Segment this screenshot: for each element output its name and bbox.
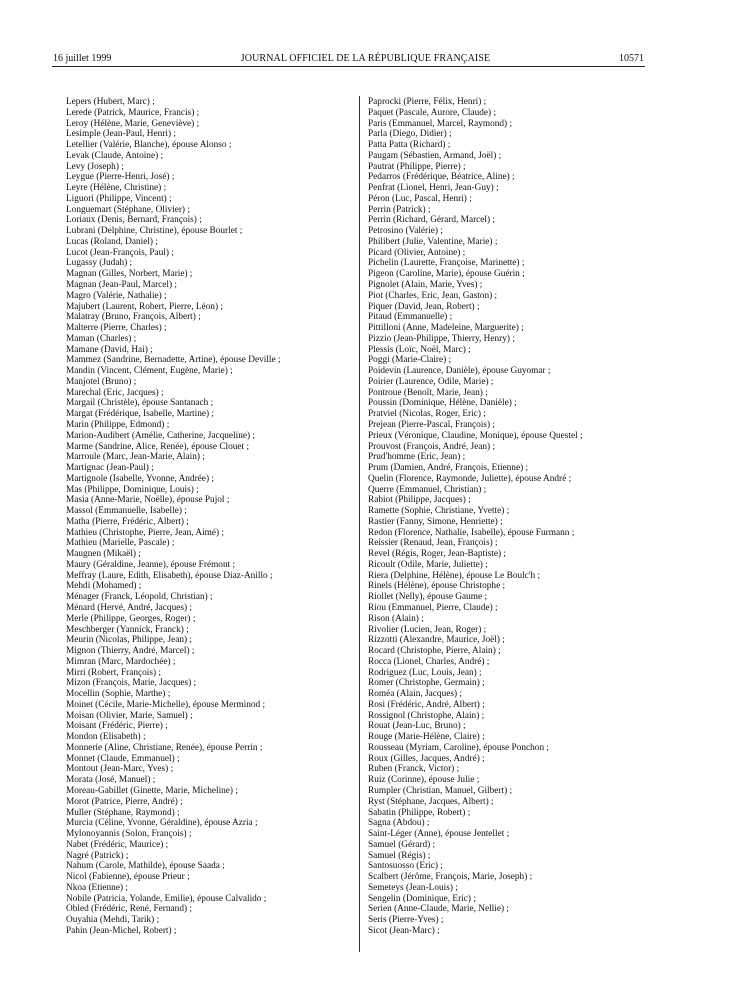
name-entry: Poirier (Laurence, Odile, Marie) ; <box>368 376 494 387</box>
name-entry: Massol (Emmanuelle, Isabelle) ; <box>66 506 187 517</box>
name-entry: Marion-Audibert (Amélie, Catherine, Jacqueline) ; <box>66 430 255 441</box>
name-entry: Lucot (Jean-François, Paul) ; <box>66 247 174 258</box>
name-entry: Roux (Gilles, Jacques, André) ; <box>368 753 485 764</box>
name-entry: Serien (Anne-Claude, Marie, Nellie) ; <box>368 904 509 915</box>
name-entry: Ménager (Franck, Léopold, Christian) ; <box>66 592 213 603</box>
name-entry: Prum (Damien, André, François, Etienne) ; <box>368 463 529 474</box>
name-entry: Maury (Géraldine, Jeanne), épouse Frémont ; <box>66 559 236 570</box>
name-entry: Reissier (Renaud, Jean, François) ; <box>368 538 498 549</box>
name-entry: Magnan (Gilles, Norbert, Marie) ; <box>66 269 193 280</box>
name-entry: Rison (Alain) ; <box>368 613 424 624</box>
name-entry: Piquer (David, Jean, Robert) ; <box>368 301 480 312</box>
name-entry: Ricoult (Odile, Marie, Juliette) ; <box>368 559 488 570</box>
name-entry: Prouvost (François, André, Jean) ; <box>368 441 496 452</box>
name-entry: Penfrat (Lionel, Henri, Jean-Guy) ; <box>368 183 499 194</box>
name-entry: Mylonoyannis (Solon, François) ; <box>66 829 192 840</box>
name-entry: Santosuosso (Eric) ; <box>368 861 443 872</box>
name-entry: Meschberger (Yannick, Franck) ; <box>66 624 189 635</box>
name-entry: Sagna (Abdou) ; <box>368 818 430 829</box>
name-entry: Leroy (Hélène, Marie, Geneviève) ; <box>66 118 200 129</box>
name-entry: Leyre (Hélène, Christine) ; <box>66 183 167 194</box>
name-entry: Ménard (Hervé, André, Jacques) ; <box>66 602 192 613</box>
name-entry: Saint-Léger (Anne), épouse Jentellet ; <box>368 829 510 840</box>
name-entry: Rivolier (Lucien, Jean, Roger) ; <box>368 624 487 635</box>
name-entry: Nkoa (Etienne) ; <box>66 882 128 893</box>
name-entry: Obled (Frédéric, René, Fernand) ; <box>66 904 192 915</box>
name-entry: Lubrani (Delphine, Christine), épouse Bourlet ; <box>66 226 243 237</box>
name-entry: Rizzotti (Alexandre, Maurice, Joël) ; <box>368 635 505 646</box>
name-entry: Riou (Emmanuel, Pierre, Claude) ; <box>368 602 498 613</box>
name-entry: Loriaux (Denis, Bernard, François) ; <box>66 215 202 226</box>
name-entry: Querre (Emmanuel, Christian) ; <box>368 484 487 495</box>
name-entry: Pedarros (Frédérique, Béatrice, Aline) ; <box>368 172 515 183</box>
name-entry: Perrin (Patrick) ; <box>368 204 431 215</box>
name-entry: Semeteys (Jean-Louis) ; <box>368 882 458 893</box>
name-entry: Lepers (Hubert, Marc) ; <box>66 97 155 107</box>
name-entry: Mondon (Elisabeth) ; <box>66 732 146 743</box>
name-entry: Petrosino (Valérie) ; <box>368 226 443 237</box>
name-entry: Marroule (Marc, Jean-Marie, Alain) ; <box>66 452 205 463</box>
name-entry: Patta Patta (Richard) ; <box>368 140 451 151</box>
name-entry: Mammez (Sandrine, Bernadette, Artine), épouse Deville ; <box>66 355 281 366</box>
name-entry: Sabatin (Philippe, Robert) ; <box>368 807 471 818</box>
name-entry: Nahum (Carole, Mathilde), épouse Saada ; <box>66 861 225 872</box>
name-entry: Mamane (David, Hai) ; <box>66 344 153 355</box>
name-entry: Samuel (Gérard) ; <box>368 839 436 850</box>
name-entry: Meffray (Laure, Edith, Elisabeth), épouse Diaz-Anillo ; <box>66 570 273 581</box>
name-entry: Roméa (Alain, Jacques) ; <box>368 689 462 700</box>
name-entry: Rodriguez (Luc, Louis, Jean) ; <box>368 667 482 678</box>
name-entry: Leygue (Pierre-Henri, José) ; <box>66 172 175 183</box>
name-entry: Mathieu (Marielle, Pascale) ; <box>66 538 175 549</box>
name-entry: Prud'homme (Eric, Jean) ; <box>368 452 466 463</box>
name-entry: Nicol (Fabienne), épouse Prieur ; <box>66 872 190 883</box>
name-entry: Ramette (Sophie, Christiane, Yvette) ; <box>368 506 510 517</box>
name-entry: Péron (Luc, Pascal, Henri) ; <box>368 193 472 204</box>
name-entry: Rinels (Hélène), épouse Christophe ; <box>368 581 506 592</box>
name-entry: Rocca (Lionel, Charles, André) ; <box>368 656 490 667</box>
column-divider <box>359 96 360 952</box>
name-entry: Moreau-Gabillet (Ginette, Marie, Micheline) ; <box>66 786 238 796</box>
name-entry: Sicot (Jean-Marc) ; <box>368 925 440 936</box>
names-column-right <box>368 97 648 937</box>
name-entry: Rumpler (Christian, Manuel, Gilbert) ; <box>368 786 513 796</box>
name-entry: Liguori (Philippe, Vincent) ; <box>66 193 172 204</box>
name-entry: Pautrat (Philippe, Pierre) ; <box>368 161 466 172</box>
issue-date: 16 juillet 1999 <box>53 53 112 64</box>
name-entry: Pitaud (Emmanuelle) ; <box>368 312 453 323</box>
name-entry: Paquet (Pascale, Aurore, Claude) ; <box>368 107 497 118</box>
name-entry: Moisan (Olivier, Marie, Samuel) ; <box>66 710 193 721</box>
name-entry: Levy (Joseph) ; <box>66 161 124 172</box>
name-entry: Rosi (Frédéric, André, Albert) ; <box>368 699 485 710</box>
names-column-left <box>66 97 356 937</box>
name-entry: Piot (Charles, Eric, Jean, Gaston) ; <box>368 290 498 301</box>
name-entry: Rocard (Christophe, Pierre, Alain) ; <box>368 646 501 657</box>
name-entry: Mocellin (Sophie, Marthe) ; <box>66 689 171 700</box>
name-entry: Poidevin (Laurence, Danièle), épouse Guyomar ; <box>368 366 551 377</box>
name-entry: Martignole (Isabelle, Yvonne, Andrée) ; <box>66 473 214 484</box>
name-entry: Rossignol (Christophe, Alain) ; <box>368 710 485 721</box>
name-entry: Pratviel (Nicolas, Roger, Eric) ; <box>368 409 486 420</box>
name-entry: Scalbert (Jérôme, François, Marie, Joseph) ; <box>368 872 533 883</box>
name-entry: Redon (Florence, Nathalie, Isabelle), épouse Furmann ; <box>368 527 575 538</box>
name-entry: Rousseau (Myriam, Caroline), épouse Ponchon ; <box>368 742 549 753</box>
name-entry: Riollet (Nelly), épouse Gaume ; <box>368 592 488 603</box>
name-entry: Marechal (Eric, Jacques) ; <box>66 387 164 398</box>
name-entry: Mathieu (Christophe, Pierre, Jean, Aimé) ; <box>66 527 225 538</box>
name-entry: Longuemart (Stéphane, Olivier) ; <box>66 204 190 215</box>
name-entry: Magnan (Jean-Paul, Marcel) ; <box>66 280 178 291</box>
name-entry: Mimran (Marc, Mardochée) ; <box>66 656 176 667</box>
name-entry: Lesimple (Jean-Paul, Henri) ; <box>66 129 176 140</box>
name-entry: Morata (José, Manuel) ; <box>66 775 156 786</box>
name-entry: Pigeon (Caroline, Marie), épouse Guérin ; <box>368 269 525 280</box>
name-entry: Lerede (Patrick, Maurice, Francis) ; <box>66 107 200 118</box>
name-entry: Pichelin (Laurette, Françoise, Marinette) ; <box>368 258 525 269</box>
name-entry: Paprocki (Pierre, Félix, Henri) ; <box>368 97 487 107</box>
name-entry: Rouat (Jean-Luc, Bruno) ; <box>368 721 466 732</box>
name-entry: Masia (Anne-Marie, Noëlle), épouse Pujol ; <box>66 495 230 506</box>
name-entry: Paugam (Sébastien, Armand, Joël) ; <box>368 150 502 161</box>
name-entry: Plessis (Loïc, Noël, Marc) ; <box>368 344 471 355</box>
name-entry: Morot (Patrice, Pierre, André) ; <box>66 796 183 807</box>
name-entry: Montout (Jean-Marc, Yves) ; <box>66 764 174 775</box>
name-entry: Maugnen (Mikaël) ; <box>66 549 141 560</box>
name-entry: Letellier (Valérie, Blanche), épouse Alonso ; <box>66 140 232 151</box>
name-entry: Pahin (Jean-Michel, Robert) ; <box>66 925 177 936</box>
name-entry: Moisant (Frédéric, Pierre) ; <box>66 721 168 732</box>
name-entry: Romer (Christophe, Germain) ; <box>368 678 485 689</box>
name-entry: Levak (Claude, Antoine) ; <box>66 150 164 161</box>
name-entry: Malatray (Bruno, François, Albert) ; <box>66 312 201 323</box>
name-entry: Rabiot (Philippe, Jacques) ; <box>368 495 471 506</box>
name-entry: Philibert (Julie, Valentine, Marie) ; <box>368 236 498 247</box>
name-entry: Muller (Stéphane, Raymond) ; <box>66 807 180 818</box>
name-entry: Mas (Philippe, Dominique, Louis) ; <box>66 484 199 495</box>
name-entry: Mandin (Vincent, Clément, Eugène, Marie) ; <box>66 366 233 377</box>
name-entry: Margail (Christèle), épouse Santanach ; <box>66 398 214 409</box>
name-entry: Mehdi (Mohamed) ; <box>66 581 142 592</box>
name-entry: Nabet (Frédéric, Maurice) ; <box>66 839 169 850</box>
page-number: 10571 <box>619 53 644 64</box>
name-entry: Ruiz (Corinne), épouse Julie ; <box>368 775 480 786</box>
name-entry: Monnet (Claude, Emmanuel) ; <box>66 753 180 764</box>
name-entry: Pizzio (Jean-Philippe, Thierry, Henry) ; <box>368 333 515 344</box>
name-entry: Merle (Philippe, Georges, Roger) ; <box>66 613 196 624</box>
journal-title: JOURNAL OFFICIEL DE LA RÉPUBLIQUE FRANÇAISE <box>240 53 491 64</box>
name-entry: Majubert (Laurent, Robert, Pierre, Léon) ; <box>66 301 223 312</box>
name-entry: Maman (Charles) ; <box>66 333 137 344</box>
name-entry: Poggi (Marie-Claire) ; <box>368 355 452 366</box>
name-entry: Pignolet (Alain, Marie, Yves) ; <box>368 280 483 291</box>
name-entry: Monnerie (Aline, Christiane, Renée), épouse Perrin ; <box>66 742 263 753</box>
name-entry: Sengelin (Dominique, Eric) ; <box>368 893 476 904</box>
name-entry: Rouge (Marie-Hélène, Claire) ; <box>368 732 485 743</box>
name-entry: Nagré (Patrick) ; <box>66 850 129 861</box>
name-entry: Seris (Pierre-Yves) ; <box>368 915 444 926</box>
name-entry: Matha (Pierre, Frédéric, Albert) ; <box>66 516 189 527</box>
name-entry: Moinet (Cécile, Marie-Michelle), épouse Merminod ; <box>66 699 266 710</box>
name-entry: Revel (Régis, Roger, Jean-Baptiste) ; <box>368 549 507 560</box>
name-entry: Pontroue (Benoît, Marie, Jean) ; <box>368 387 488 398</box>
name-entry: Riera (Delphine, Hélène), épouse Le Boulc'h ; <box>368 570 541 581</box>
name-entry: Mirri (Robert, François) ; <box>66 667 162 678</box>
name-entry: Margat (Frédérique, Isabelle, Martine) ; <box>66 409 215 420</box>
name-entry: Manjotel (Bruno) ; <box>66 376 137 387</box>
name-entry: Lugassy (Judah) ; <box>66 258 133 269</box>
name-entry: Picard (Olivier, Antoine) ; <box>368 247 466 258</box>
name-entry: Martignac (Jean-Paul) ; <box>66 463 154 474</box>
name-entry: Perrin (Richard, Gérard, Marcel) ; <box>368 215 496 226</box>
name-entry: Malterre (Pierre, Charles) ; <box>66 323 167 334</box>
name-entry: Rastier (Fanny, Simone, Henriette) ; <box>368 516 503 527</box>
name-entry: Prejean (Pierre-Pascal, François) ; <box>368 419 496 430</box>
name-entry: Meurin (Nicolas, Philippe, Jean) ; <box>66 635 192 646</box>
name-entry: Paris (Emmanuel, Marcel, Raymond) ; <box>368 118 513 129</box>
name-entry: Parla (Diego, Didier) ; <box>368 129 452 140</box>
name-entry: Quelin (Florence, Raymonde, Juliette), épouse André ; <box>368 473 572 484</box>
name-entry: Murcia (Céline, Yvonne, Géraldine), épouse Azria ; <box>66 818 258 829</box>
name-entry: Pittilloni (Anne, Madeleine, Marguerite) ; <box>368 323 524 334</box>
header-rule <box>52 66 645 67</box>
name-entry: Ruben (Franck, Victor) ; <box>368 764 460 775</box>
name-entry: Mignon (Thierry, André, Marcel) ; <box>66 646 195 657</box>
name-entry: Magro (Valérie, Nathalie) ; <box>66 290 167 301</box>
name-entry: Mizon (François, Marie, Jacques) ; <box>66 678 197 689</box>
name-entry: Lucas (Roland, Daniel) ; <box>66 236 158 247</box>
name-entry: Marin (Philippe, Edmond) ; <box>66 419 170 430</box>
name-entry: Nobile (Patricia, Yolande, Emilie), épouse Calvalido ; <box>66 893 267 904</box>
name-entry: Samuel (Régis) ; <box>368 850 431 861</box>
name-entry: Ouyahia (Mehdi, Tarik) ; <box>66 915 160 926</box>
name-entry: Marme (Sandrine, Alice, Renée), épouse Clouet ; <box>66 441 250 452</box>
name-entry: Ryst (Stéphane, Jacques, Albert) ; <box>368 796 494 807</box>
name-entry: Prieux (Véronique, Claudine, Monique), épouse Questel ; <box>368 430 583 441</box>
name-entry: Poussin (Dominique, Hélène, Danièle) ; <box>368 398 517 409</box>
